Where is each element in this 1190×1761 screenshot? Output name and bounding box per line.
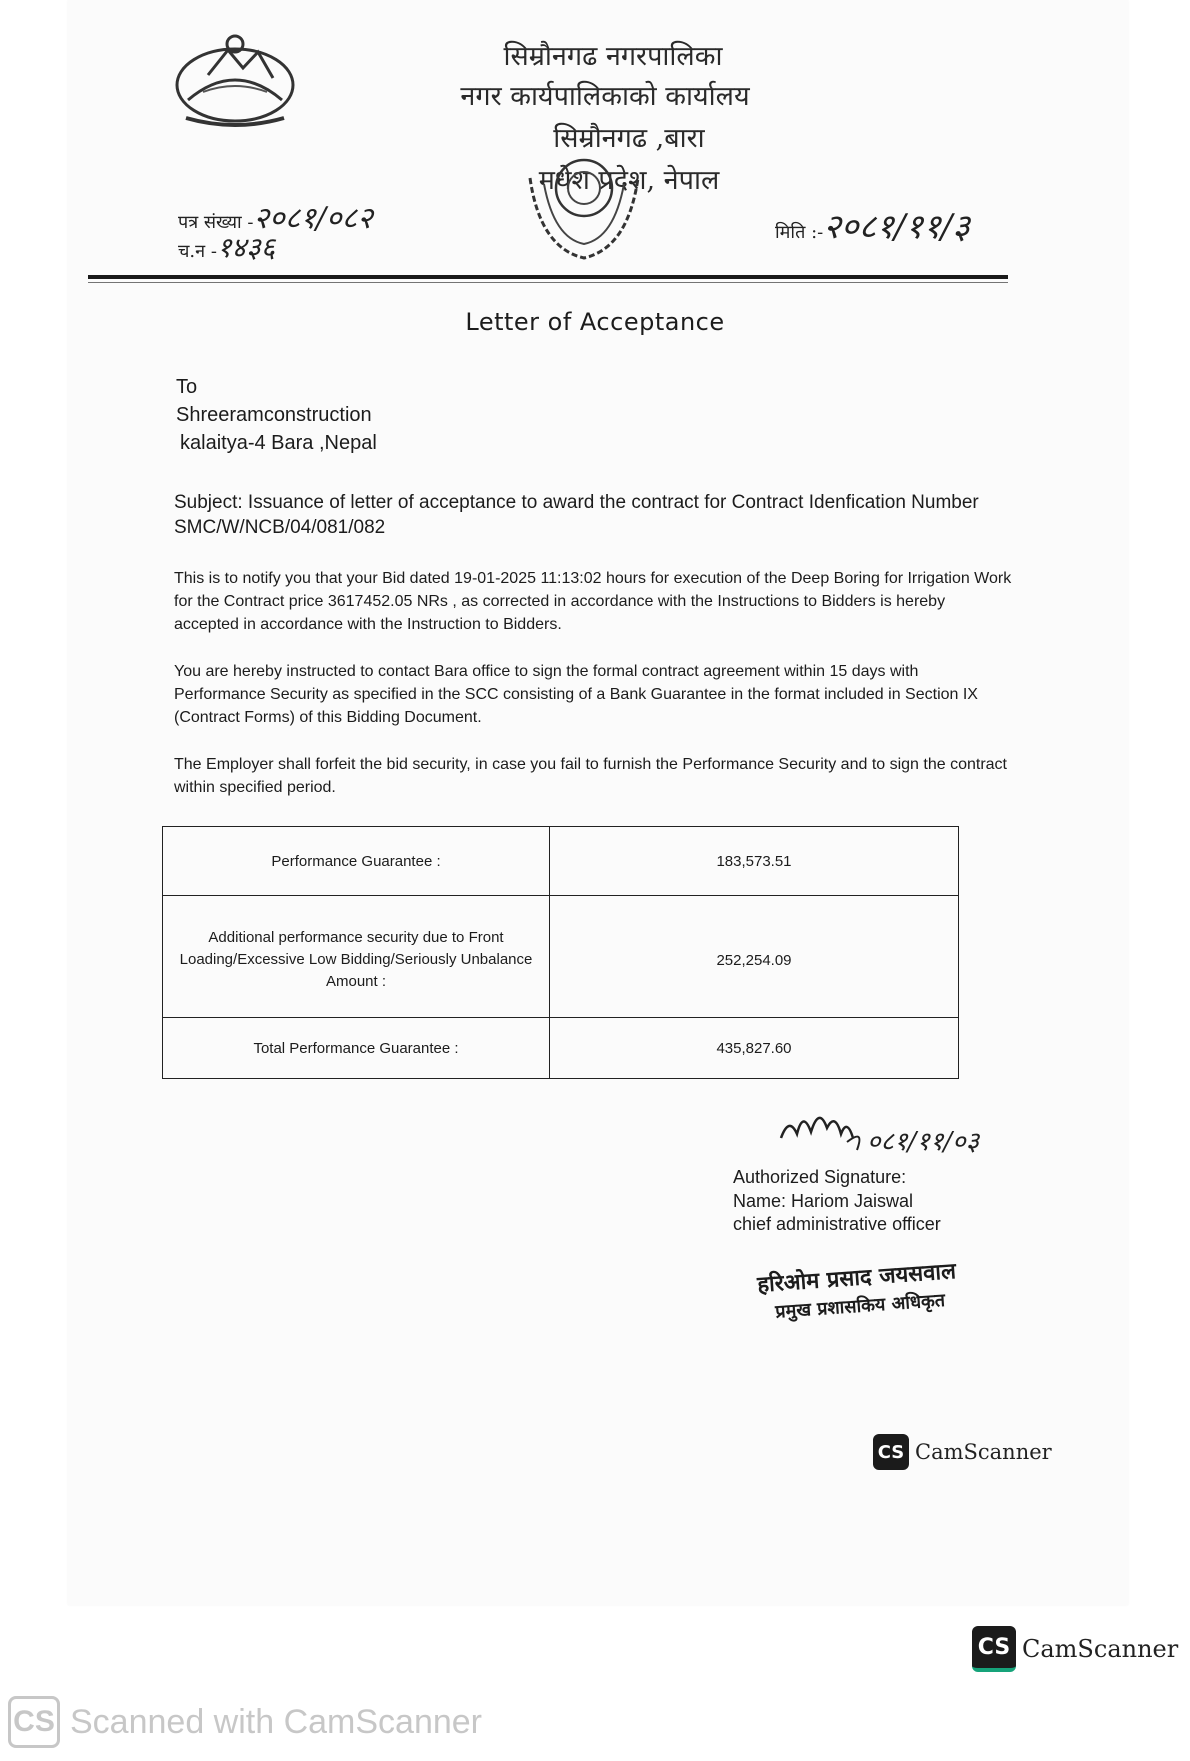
camscanner-logo-icon: CS <box>873 1434 909 1470</box>
dispatch-number: च.न -१४३६ <box>178 231 276 264</box>
table-cell-value: 183,573.51 <box>550 827 959 896</box>
letterhead-district: सिम्रौनगढ ,बारा <box>553 123 705 154</box>
page-title: Letter of Acceptance <box>465 308 725 336</box>
header-divider <box>88 275 1008 279</box>
body-paragraph: You are hereby instructed to contact Bara office to sign the formal contract agreement within 15 days with Performance Security as specified in the SCC consisting of a Bank Guarantee in the format included in Section IX (Contract Forms) of this Bidding Document. <box>174 663 978 726</box>
letterhead-municipality: सिम्रौनगढ नगरपालिका <box>503 41 723 72</box>
table-cell-label: Total Performance Guarantee : <box>163 1018 550 1079</box>
reference-number: पत्र संख्या -२०८१/०८२ <box>178 201 373 236</box>
signatory-name: Name: Hariom Jaiswal <box>733 1191 914 1211</box>
table-row <box>163 1018 959 1079</box>
table-cell-value: 252,254.09 <box>550 896 959 1018</box>
subject-line: Subject: Issuance of letter of acceptance to award the contract for Contract Idenfication Number SMC/W/NCB/04/081/082 <box>174 492 979 538</box>
body-paragraph: This is to notify you that your Bid dated 19-01-2025 11:13:02 hours for execution of the Deep Boring for Irrigation Work for the Contract price 3617452.05 NRs , as corrected in accordance with the Instructions to Bidders is hereby accepted in accordance with the Instruction to Bidders. <box>174 570 1012 633</box>
letterhead-province: मधेश प्रदेश, नेपाल <box>538 165 720 196</box>
table-row <box>163 896 959 1018</box>
signature-date: ०८१/११/०३ <box>867 1127 980 1157</box>
camscanner-logo-icon: CS <box>972 1626 1016 1672</box>
footer-text: Scanned with CamScanner <box>70 1702 483 1741</box>
recipient-name: Shreeramconstruction <box>176 404 372 426</box>
recipient-address: kalaitya-4 Bara ,Nepal <box>180 432 377 454</box>
table-cell-label: Additional performance security due to Front Loading/Excessive Low Bidding/Seriously Unbalance Amount : <box>163 896 550 1018</box>
table-cell-value: 435,827.60 <box>550 1018 959 1079</box>
table-cell-label: Performance Guarantee : <box>163 827 550 896</box>
letter-date: मिति :-२०८१/११/३ <box>775 207 970 247</box>
letterhead-office: नगर कार्यपालिकाको कार्यालय <box>460 81 750 112</box>
camscanner-watermark-inner <box>873 1434 1052 1470</box>
body-paragraph: The Employer shall forfeit the bid security, in case you fail to furnish the Performance Security and to sign the contract within specified period. <box>174 756 1007 796</box>
camscanner-brand: CamScanner <box>915 1440 1052 1464</box>
camscanner-watermark-outer <box>972 1626 1178 1672</box>
header-divider-thin <box>88 282 1008 283</box>
performance-guarantee-table <box>162 826 959 1079</box>
table-row <box>163 827 959 896</box>
camscanner-logo-icon: CS <box>8 1696 60 1748</box>
name-stamp: हरिओम प्रसाद जयसवाल प्रमुख प्रशासकिय अधिकृत <box>756 1258 957 1323</box>
handwritten-signature <box>775 1098 1005 1168</box>
signatory-title: chief administrative officer <box>733 1214 941 1234</box>
scanned-with-footer <box>8 1696 482 1748</box>
camscanner-brand: CamScanner <box>1022 1635 1179 1663</box>
office-seal-stamp <box>510 138 658 270</box>
recipient-to: To <box>176 376 198 398</box>
authorized-signature-label: Authorized Signature: <box>733 1167 907 1187</box>
